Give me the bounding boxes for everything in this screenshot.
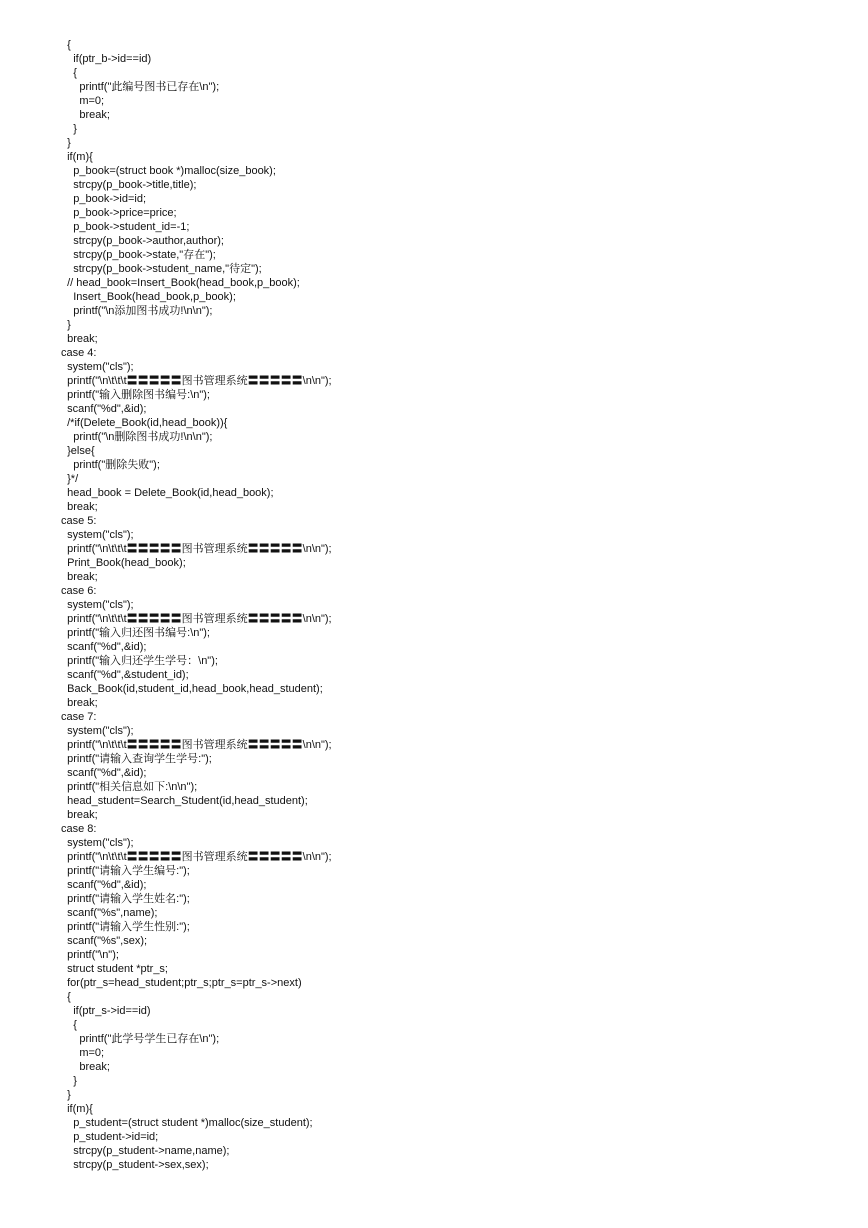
code-line: strcpy(p_book->student_name,"待定"); bbox=[61, 263, 262, 275]
code-line: // head_book=Insert_Book(head_book,p_book); bbox=[61, 277, 300, 289]
code-line: break; bbox=[61, 109, 110, 121]
code-line: Back_Book(id,student_id,head_book,head_student); bbox=[61, 683, 323, 695]
code-line: { bbox=[61, 39, 71, 51]
code-line: scanf("%s",sex); bbox=[61, 935, 148, 947]
code-line: scanf("%d",&id); bbox=[61, 403, 147, 415]
code-line: if(m){ bbox=[61, 151, 93, 163]
code-line: printf("输入删除图书编号:\n"); bbox=[61, 389, 210, 401]
code-line: { bbox=[61, 1019, 77, 1031]
code-line: system("cls"); bbox=[61, 529, 134, 541]
code-line: case 8: bbox=[61, 823, 97, 835]
code-line: strcpy(p_book->title,title); bbox=[61, 179, 197, 191]
code-line: case 5: bbox=[61, 515, 97, 527]
code-line: } bbox=[61, 1075, 77, 1087]
code-line: p_book->student_id=-1; bbox=[61, 221, 190, 233]
code-line: strcpy(p_student->sex,sex); bbox=[61, 1159, 209, 1171]
code-line: Print_Book(head_book); bbox=[61, 557, 186, 569]
code-line: m=0; bbox=[61, 95, 105, 107]
code-line: case 7: bbox=[61, 711, 97, 723]
code-listing bbox=[61, 38, 332, 1172]
code-line: printf("删除失败"); bbox=[61, 459, 160, 471]
code-line: break; bbox=[61, 501, 98, 513]
code-line: for(ptr_s=head_student;ptr_s;ptr_s=ptr_s->next) bbox=[61, 977, 302, 989]
code-line: break; bbox=[61, 571, 98, 583]
code-line: case 6: bbox=[61, 585, 97, 597]
code-line: system("cls"); bbox=[61, 361, 134, 373]
code-line: break; bbox=[61, 697, 98, 709]
code-line: Insert_Book(head_book,p_book); bbox=[61, 291, 236, 303]
code-line: printf("输入归还学生学号：\n"); bbox=[61, 655, 218, 667]
code-line: printf("\n添加图书成功!\n\n"); bbox=[61, 305, 213, 317]
code-line: strcpy(p_book->state,"存在"); bbox=[61, 249, 216, 261]
code-line: printf("\n删除图书成功!\n\n"); bbox=[61, 431, 213, 443]
code-line: { bbox=[61, 67, 77, 79]
code-line: } bbox=[61, 319, 71, 331]
code-line: if(ptr_s->id==id) bbox=[61, 1005, 151, 1017]
code-line: break; bbox=[61, 809, 98, 821]
code-line: printf("\n"); bbox=[61, 949, 119, 961]
code-line: head_student=Search_Student(id,head_student); bbox=[61, 795, 308, 807]
code-line: /*if(Delete_Book(id,head_book)){ bbox=[61, 417, 228, 429]
code-line: strcpy(p_student->name,name); bbox=[61, 1145, 230, 1157]
code-line: printf("\n\t\t\t〓〓〓〓〓图书管理系统〓〓〓〓〓\n\n"); bbox=[61, 375, 332, 387]
code-line: system("cls"); bbox=[61, 725, 134, 737]
code-line: break; bbox=[61, 1061, 110, 1073]
code-line: printf("相关信息如下:\n\n"); bbox=[61, 781, 198, 793]
code-line: printf("\n\t\t\t〓〓〓〓〓图书管理系统〓〓〓〓〓\n\n"); bbox=[61, 543, 332, 555]
code-line: }else{ bbox=[61, 445, 95, 457]
code-line: p_book->id=id; bbox=[61, 193, 147, 205]
code-line: printf("请输入查询学生学号:"); bbox=[61, 753, 212, 765]
code-line: printf("此编号图书已存在\n"); bbox=[61, 81, 220, 93]
code-line: printf("\n\t\t\t〓〓〓〓〓图书管理系统〓〓〓〓〓\n\n"); bbox=[61, 739, 332, 751]
code-line: if(m){ bbox=[61, 1103, 93, 1115]
code-line: scanf("%d",&student_id); bbox=[61, 669, 189, 681]
code-line: break; bbox=[61, 333, 98, 345]
code-line: printf("此学号学生已存在\n"); bbox=[61, 1033, 220, 1045]
code-line: case 4: bbox=[61, 347, 97, 359]
code-line: printf("请输入学生姓名:"); bbox=[61, 893, 190, 905]
code-line: scanf("%d",&id); bbox=[61, 767, 147, 779]
code-line: }*/ bbox=[61, 473, 79, 485]
code-line: { bbox=[61, 991, 71, 1003]
code-line: scanf("%s",name); bbox=[61, 907, 158, 919]
code-line: } bbox=[61, 137, 71, 149]
code-line: printf("请输入学生性别:"); bbox=[61, 921, 190, 933]
code-line: if(ptr_b->id==id) bbox=[61, 53, 152, 65]
code-line: m=0; bbox=[61, 1047, 105, 1059]
code-line: scanf("%d",&id); bbox=[61, 641, 147, 653]
code-line: head_book = Delete_Book(id,head_book); bbox=[61, 487, 274, 499]
code-line: } bbox=[61, 1089, 71, 1101]
code-line: scanf("%d",&id); bbox=[61, 879, 147, 891]
code-line: p_book->price=price; bbox=[61, 207, 177, 219]
code-line: struct student *ptr_s; bbox=[61, 963, 168, 975]
code-line: printf("\n\t\t\t〓〓〓〓〓图书管理系统〓〓〓〓〓\n\n"); bbox=[61, 613, 332, 625]
code-line: } bbox=[61, 123, 77, 135]
code-line: printf("输入归还图书编号:\n"); bbox=[61, 627, 210, 639]
code-line: printf("请输入学生编号:"); bbox=[61, 865, 190, 877]
code-line: system("cls"); bbox=[61, 599, 134, 611]
code-line: printf("\n\t\t\t〓〓〓〓〓图书管理系统〓〓〓〓〓\n\n"); bbox=[61, 851, 332, 863]
code-line: p_student=(struct student *)malloc(size_student); bbox=[61, 1117, 313, 1129]
code-line: p_book=(struct book *)malloc(size_book); bbox=[61, 165, 276, 177]
code-line: strcpy(p_book->author,author); bbox=[61, 235, 224, 247]
code-line: p_student->id=id; bbox=[61, 1131, 159, 1143]
code-line: system("cls"); bbox=[61, 837, 134, 849]
